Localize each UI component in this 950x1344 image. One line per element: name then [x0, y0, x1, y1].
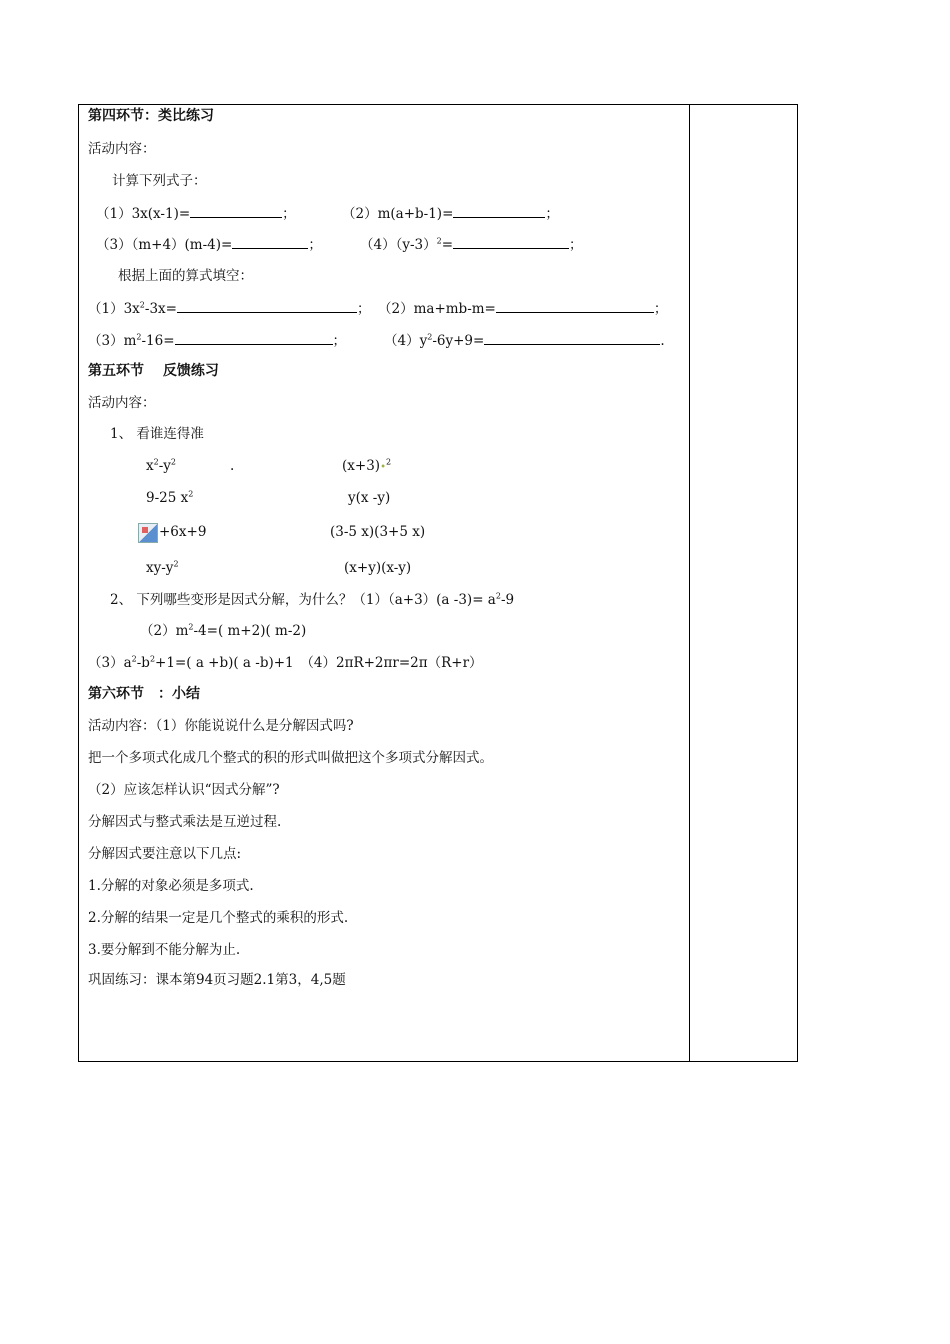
fill-row-2 — [88, 330, 346, 351]
c4-eq: = — [441, 237, 454, 253]
q22s: 2 — [188, 622, 194, 632]
f4-end: . — [660, 333, 665, 349]
c3-end: ； — [308, 237, 322, 253]
summary-line-4: 分解因式与整式乘法是互逆过程. — [88, 814, 282, 830]
f3-blank — [175, 330, 333, 345]
f3-b: -16= — [141, 333, 175, 349]
c4-blank — [453, 234, 569, 249]
summary-line-1: 活动内容：（1）你能说说什么是分解因式吗? — [88, 718, 354, 734]
broken-image-icon — [138, 523, 158, 543]
match-left-2 — [146, 488, 193, 508]
compute-intro: 计算下列式子： — [112, 173, 207, 189]
f4-blank — [484, 330, 660, 345]
q23s1: 2 — [131, 654, 137, 664]
f4-b: -6y+9= — [432, 333, 485, 349]
question-2-item3 — [88, 653, 483, 673]
l3: +6x+9 — [159, 524, 207, 540]
f3-a: （3）m — [88, 333, 137, 349]
l4s: 2 — [173, 559, 179, 569]
l1s2: 2 — [170, 457, 177, 467]
fill-row-2b — [384, 330, 665, 351]
dot-mark: • — [380, 462, 386, 473]
section4-activity: 活动内容： — [88, 141, 156, 157]
fill-intro: 根据上面的算式填空： — [118, 268, 253, 284]
f4-a: （4）y — [384, 333, 428, 349]
f1-blank — [177, 298, 357, 313]
compute-row-1b — [342, 203, 559, 224]
q23c: +1=( a +b)( a -b)+1 （4）2πR+2πr=2π（R+r） — [155, 655, 483, 671]
r1s: 2 — [385, 457, 392, 467]
c3-label: （3）（m+4）(m-4)= — [96, 237, 233, 253]
l2s: 2 — [188, 489, 194, 499]
c1-blank — [190, 203, 282, 218]
f2-end: ； — [653, 301, 668, 317]
question-2 — [110, 590, 514, 610]
summary-line-7: 2.分解的结果一定是几个整式的乘积的形式. — [88, 910, 349, 926]
f2-label: （2）ma+mb-m= — [378, 301, 496, 317]
f1-a: （1）3x — [88, 301, 140, 317]
c3-blank — [232, 234, 308, 249]
f2-blank — [496, 298, 654, 313]
q22b: -4=( m+2)( m-2) — [193, 623, 307, 639]
match-right-4: (x+y)(x-y) — [344, 560, 412, 576]
question-1: 1、 看谁连得准 — [110, 426, 204, 442]
f4-sup: 2 — [427, 332, 433, 342]
match-right-1 — [342, 456, 391, 478]
column-divider — [689, 104, 690, 1062]
r1a: (x+3) — [342, 458, 381, 474]
l1b: -y — [158, 458, 171, 474]
match-left-3 — [138, 522, 206, 543]
c4-sup: 2 — [436, 236, 442, 246]
c2-label: （2）m(a+b-1)= — [342, 206, 454, 222]
summary-line-9: 巩固练习：课本第94页习题2.1第3，4,5题 — [88, 972, 346, 988]
l2a: 9-25 x — [146, 490, 189, 506]
c4-end: ； — [569, 237, 583, 253]
fill-row-1 — [88, 298, 370, 319]
match-left-1 — [146, 456, 176, 476]
summary-line-6: 1.分解的对象必须是多项式. — [88, 878, 254, 894]
f1-b: -3x= — [144, 301, 177, 317]
l1a: x — [146, 458, 154, 474]
match-dot: . — [230, 458, 235, 474]
fill-row-1b — [378, 298, 667, 319]
section4-heading: 第四环节：类比练习 — [88, 108, 214, 124]
f1-end: ； — [356, 301, 371, 317]
question-2-item2 — [140, 621, 306, 641]
f1-sup: 2 — [139, 300, 145, 310]
q2b: -9 — [500, 592, 515, 608]
l4a: xy-y — [146, 560, 174, 576]
summary-line-8: 3.要分解到不能分解为止. — [88, 942, 241, 958]
match-left-4 — [146, 558, 179, 578]
q2s: 2 — [495, 591, 501, 601]
summary-line-3: （2）应该怎样认识“因式分解”? — [88, 782, 280, 798]
q23a: （3）a — [88, 655, 132, 671]
compute-row-1 — [96, 203, 296, 224]
section5-heading: 第五环节 反馈练习 — [88, 363, 219, 379]
q23s2: 2 — [149, 654, 156, 664]
section6-heading: 第六环节 ：小结 — [88, 686, 200, 702]
c1-end: ； — [282, 206, 296, 222]
q22a: （2）m — [140, 623, 189, 639]
section5-activity: 活动内容： — [88, 395, 156, 411]
c4-label: （4）（y-3） — [360, 237, 437, 253]
l1s1: 2 — [153, 457, 159, 467]
match-right-3: (3-5 x)(3+5 x) — [330, 524, 426, 540]
summary-line-2: 把一个多项式化成几个整式的积的形式叫做把这个多项式分解因式。 — [88, 750, 493, 766]
c1-label: （1）3x(x-1)= — [96, 206, 191, 222]
summary-line-5: 分解因式要注意以下几点: — [88, 846, 242, 862]
f3-end: ； — [332, 333, 347, 349]
c2-blank — [453, 203, 545, 218]
q2a: 2、 下列哪些变形是因式分解，为什么？（1）（a+3）(a -3)= a — [110, 592, 496, 608]
match-right-2: y(x -y) — [348, 490, 391, 506]
compute-row-2 — [96, 234, 322, 255]
f3-sup: 2 — [136, 332, 142, 342]
q23b: -b — [136, 655, 150, 671]
c2-end: ； — [545, 206, 559, 222]
compute-row-2b — [360, 234, 583, 255]
